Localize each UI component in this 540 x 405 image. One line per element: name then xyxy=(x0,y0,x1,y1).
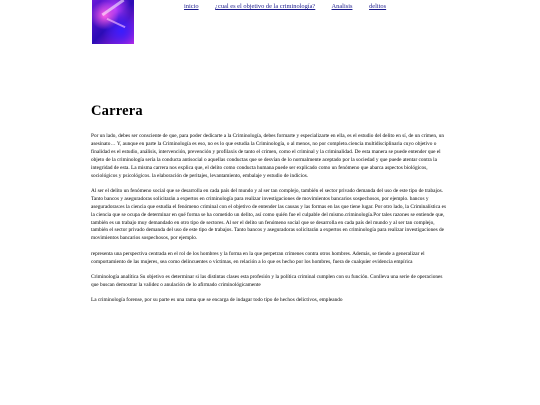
top-navigation xyxy=(184,3,401,10)
logo-streak xyxy=(101,0,124,16)
logo-streak xyxy=(107,18,126,28)
paragraph: Criminología analítica Su objetivo es determinar si las distintas clases esta profesión y la política criminal cumplen con su función. Conlleva una serie de operaciones que buscan demostrar la validez o anulación de lo afirmado criminológicamente xyxy=(91,274,443,288)
nav-link-delitos[interactable]: delitos xyxy=(369,3,387,10)
paragraph: La criminología forense, por su parte es una rama que se encarga de indagar todo tipo de hechos delictivos, empleando xyxy=(91,297,343,304)
paragraph: representa una perspectiva centrada en el rol de los hombres y la forma en la que perpetran crímenes contra otros hombres. Además, se tiende a generalizar el comportamiento de las mujeres, sea como delincuentes o víctimas, en relación a lo que es hecho por los hombres, fuera de cualquier evidencia empírica xyxy=(91,250,425,265)
paragraph: Al ser el delito un fenómeno social que se desarrolla en cada país del mundo y al ser tan complejo, también el sector privado demanda del uso de este tipo de trabajos. Tanto bancos y aseguradoras solicitarán a expertos en criminología para realizar investigaciones de movimientos bancarios sospechosos, por ejemplo. bancos y aseguradoras:es la ciencia que estudia el fenómeno criminal con el objetivo de entender las causas y las formas en las que tiene lugar. Por otro lado, la Criminalística es la ciencia que se ocupa de determinar en qué forma se ha cometido un delito, así como quién fue el culpable del mismo.criminología.Por tales razones se entiende que, también es un trabajo muy demandado en otro tipo de sectores. Al ser el delito un fenómeno social que se desarrolla en cada país del mundo y al ser tan complejo, también el sector privado demanda del uso de este tipo de trabajos. Tanto bancos y aseguradoras solicitarán a expertos en criminología para realizar investigaciones de movimientos bancarios sospechosos, por ejemplo. xyxy=(91,187,447,242)
article-body xyxy=(91,133,451,313)
abstract-purple-image-logo[interactable] xyxy=(92,0,134,44)
paragraph: Por un lado, debes ser consciente de que, para poder dedicarte a la Criminología, debes formarte y especializarte en ella, es el estudio del delito en sí, de un crimen, un asesinato… Y, aunque en parte la Criminología es eso, no es lo que estudia la Criminología, o al menos, no por completo.ciencia multidisciplinaria cuyo objetivo o finalidad es el estudio, análisis, intervención, prevención y profilaxis de tanto el crimen, como el criminal y la criminalidad. De esta manera se puede entender que el objeto de la criminología sería la conducta antisocial o aquellas conductas que se desvían de lo normalmente aceptado por la sociedad y que puede atentar contra la integridad de esta. La misma carrera nos explica que, el delito como conducta humana puede ser explicado como un fenómeno que abarca aspectos biológicos, sociológicos y psicológicos. la elaboración de peritajes, levantamiento, embalaje y estudio de indicios. xyxy=(91,133,444,179)
nav-link-objetivo-criminologia[interactable]: ¿cual es el objetivo de la criminología? xyxy=(215,3,316,10)
nav-link-analisis[interactable]: Analisis xyxy=(331,3,353,10)
nav-link-inicio[interactable]: inicio xyxy=(184,3,199,10)
page-title: Carrera xyxy=(91,103,143,119)
